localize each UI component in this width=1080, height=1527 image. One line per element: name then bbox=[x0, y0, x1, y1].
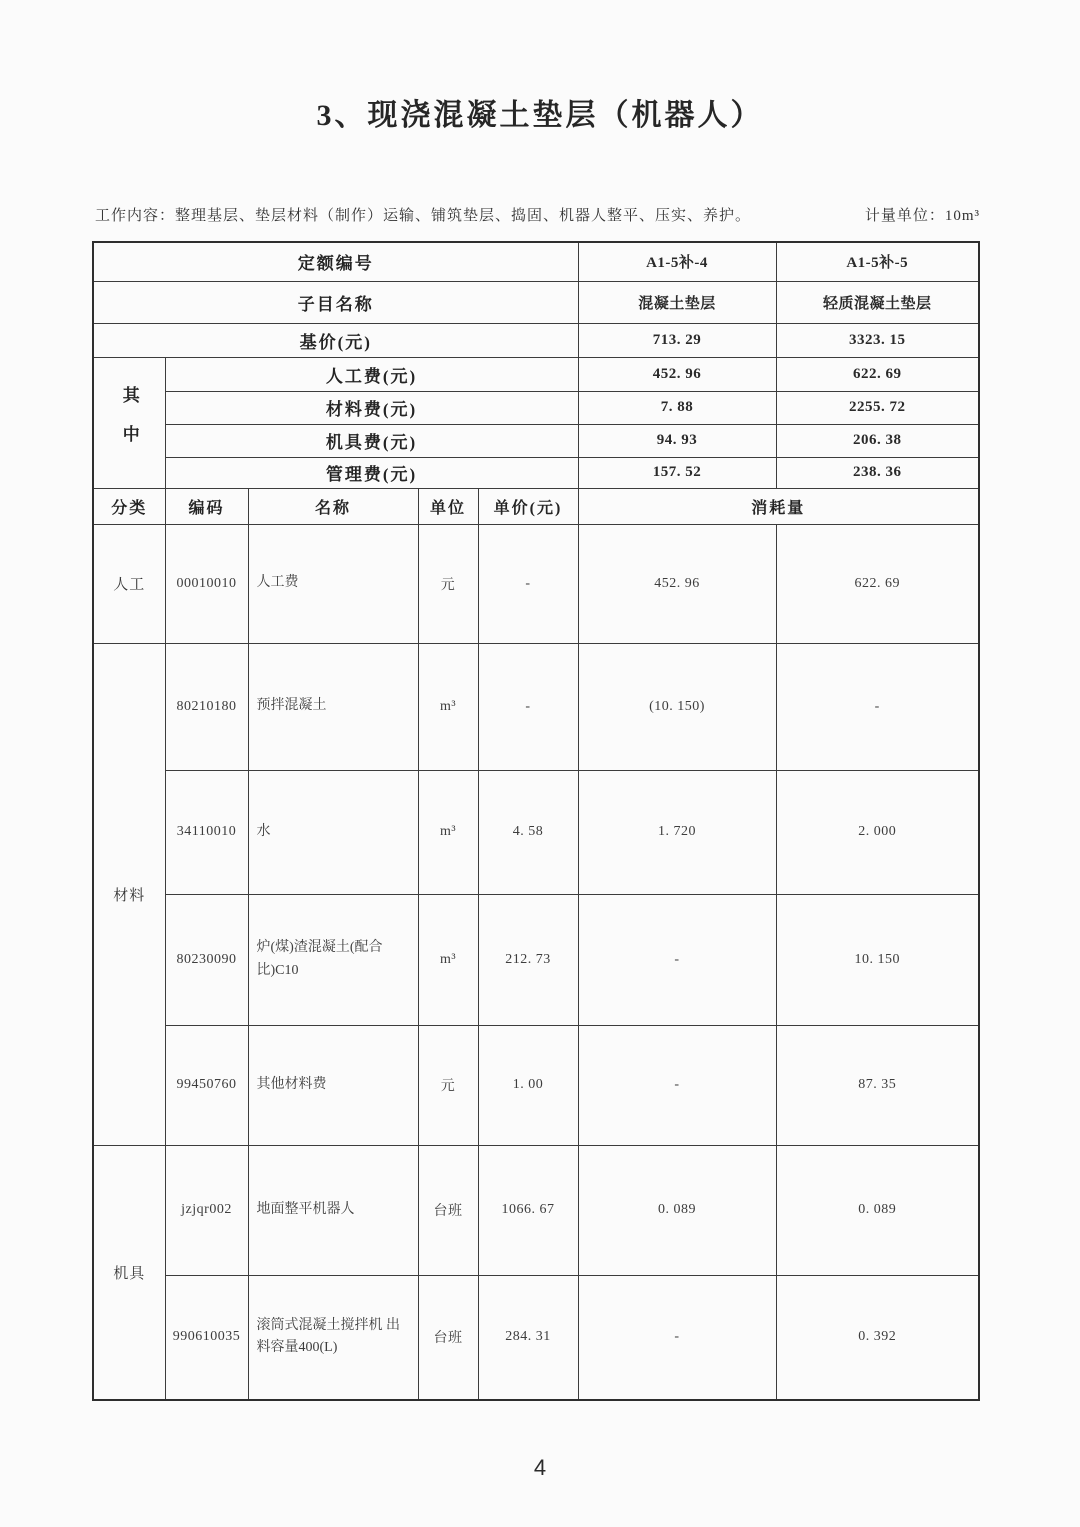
value-cell: 622. 69 bbox=[776, 357, 979, 391]
consumption-cell: 452. 96 bbox=[578, 524, 776, 643]
category-cell: 材料 bbox=[93, 643, 165, 1145]
sub-item-name-row bbox=[93, 281, 979, 323]
consumption-cell: 1. 720 bbox=[578, 770, 776, 894]
price-cell: - bbox=[478, 524, 578, 643]
value-cell: 3323. 15 bbox=[776, 323, 979, 357]
row-label-cell: 人工费(元) bbox=[165, 357, 578, 391]
price-cell: 4. 58 bbox=[478, 770, 578, 894]
category-cell: 机具 bbox=[93, 1145, 165, 1400]
column-header-cell: 编码 bbox=[165, 488, 248, 524]
name-cell: 水 bbox=[248, 770, 418, 894]
value-cell: A1-5补-5 bbox=[776, 242, 979, 281]
page-title: 3、现浇混凝土垫层（机器人） bbox=[316, 99, 764, 132]
column-header-cell: 单位 bbox=[418, 488, 478, 524]
consumption-cell: 0. 392 bbox=[776, 1275, 979, 1400]
row-label-cell: 材料费(元) bbox=[165, 391, 578, 424]
code-cell: 00010010 bbox=[165, 524, 248, 643]
code-cell: jzjqr002 bbox=[165, 1145, 248, 1275]
value-cell: 94. 93 bbox=[578, 424, 776, 457]
column-header-cell: 消耗量 bbox=[578, 488, 979, 524]
base-price-row bbox=[93, 323, 979, 357]
unit-cell: 台班 bbox=[418, 1145, 478, 1275]
value-cell: 452. 96 bbox=[578, 357, 776, 391]
code-cell: 80230090 bbox=[165, 894, 248, 1025]
consumption-cell: 0. 089 bbox=[578, 1145, 776, 1275]
unit-cell: 台班 bbox=[418, 1275, 478, 1400]
unit-cell: m³ bbox=[418, 643, 478, 770]
value-cell: 2255. 72 bbox=[776, 391, 979, 424]
table-row bbox=[93, 1275, 979, 1400]
value-cell: 混凝土垫层 bbox=[578, 281, 776, 323]
price-cell: 1. 00 bbox=[478, 1025, 578, 1145]
name-cell: 人工费 bbox=[248, 524, 418, 643]
table-row bbox=[93, 1145, 979, 1275]
management-fee-row bbox=[93, 457, 979, 488]
value-cell: 238. 36 bbox=[776, 457, 979, 488]
unit-cell: 元 bbox=[418, 524, 478, 643]
consumption-cell: (10. 150) bbox=[578, 643, 776, 770]
quota-code-row bbox=[93, 242, 979, 281]
row-label-cell: 管理费(元) bbox=[165, 457, 578, 488]
code-cell: 80210180 bbox=[165, 643, 248, 770]
value-cell: 轻质混凝土垫层 bbox=[776, 281, 979, 323]
value-cell: 157. 52 bbox=[578, 457, 776, 488]
unit-cell: 元 bbox=[418, 1025, 478, 1145]
name-cell: 其他材料费 bbox=[248, 1025, 418, 1145]
code-cell: 990610035 bbox=[165, 1275, 248, 1400]
consumption-cell: 2. 000 bbox=[776, 770, 979, 894]
column-header-cell: 分类 bbox=[93, 488, 165, 524]
consumption-cell: - bbox=[776, 643, 979, 770]
code-cell: 99450760 bbox=[165, 1025, 248, 1145]
value-cell: A1-5补-4 bbox=[578, 242, 776, 281]
name-cell: 炉(煤)渣混凝土(配合比)C10 bbox=[248, 894, 418, 1025]
table-row bbox=[93, 770, 979, 894]
machine-fee-row bbox=[93, 424, 979, 457]
category-cell: 人工 bbox=[93, 524, 165, 643]
quota-table bbox=[92, 241, 980, 1401]
price-cell: 212. 73 bbox=[478, 894, 578, 1025]
consumption-cell: - bbox=[578, 1025, 776, 1145]
value-cell: 713. 29 bbox=[578, 323, 776, 357]
measure-unit-text: 计量单位：10m³ bbox=[864, 208, 980, 224]
page-number: 4 bbox=[533, 1455, 547, 1480]
row-label-cell: 基价(元) bbox=[93, 323, 578, 357]
code-cell: 34110010 bbox=[165, 770, 248, 894]
consumption-cell: - bbox=[578, 1275, 776, 1400]
price-cell: - bbox=[478, 643, 578, 770]
column-header-cell: 名称 bbox=[248, 488, 418, 524]
name-cell: 预拌混凝土 bbox=[248, 643, 418, 770]
consumption-cell: - bbox=[578, 894, 776, 1025]
row-label-cell: 机具费(元) bbox=[165, 424, 578, 457]
material-fee-row bbox=[93, 391, 979, 424]
among-label-cell bbox=[93, 357, 165, 488]
table-row bbox=[93, 524, 979, 643]
row-label-cell: 子目名称 bbox=[93, 281, 578, 323]
table-row bbox=[93, 1025, 979, 1145]
consumption-cell: 87. 35 bbox=[776, 1025, 979, 1145]
price-cell: 1066. 67 bbox=[478, 1145, 578, 1275]
among-label: 其中 bbox=[119, 386, 139, 464]
labor-fee-row bbox=[93, 357, 979, 391]
value-cell: 206. 38 bbox=[776, 424, 979, 457]
consumption-cell: 622. 69 bbox=[776, 524, 979, 643]
unit-cell: m³ bbox=[418, 770, 478, 894]
consumption-cell: 0. 089 bbox=[776, 1145, 979, 1275]
unit-cell: m³ bbox=[418, 894, 478, 1025]
row-label-cell: 定额编号 bbox=[93, 242, 578, 281]
table-row bbox=[93, 643, 979, 770]
name-cell: 地面整平机器人 bbox=[248, 1145, 418, 1275]
column-header-row bbox=[93, 488, 979, 524]
consumption-cell: 10. 150 bbox=[776, 894, 979, 1025]
work-content-text: 工作内容：整理基层、垫层材料（制作）运输、铺筑垫层、捣固、机器人整平、压实、养护。 bbox=[95, 208, 752, 224]
column-header-cell: 单价(元) bbox=[478, 488, 578, 524]
value-cell: 7. 88 bbox=[578, 391, 776, 424]
meta-row bbox=[95, 204, 980, 225]
price-cell: 284. 31 bbox=[478, 1275, 578, 1400]
name-cell: 滚筒式混凝土搅拌机 出料容量400(L) bbox=[248, 1275, 418, 1400]
table-row bbox=[93, 894, 979, 1025]
